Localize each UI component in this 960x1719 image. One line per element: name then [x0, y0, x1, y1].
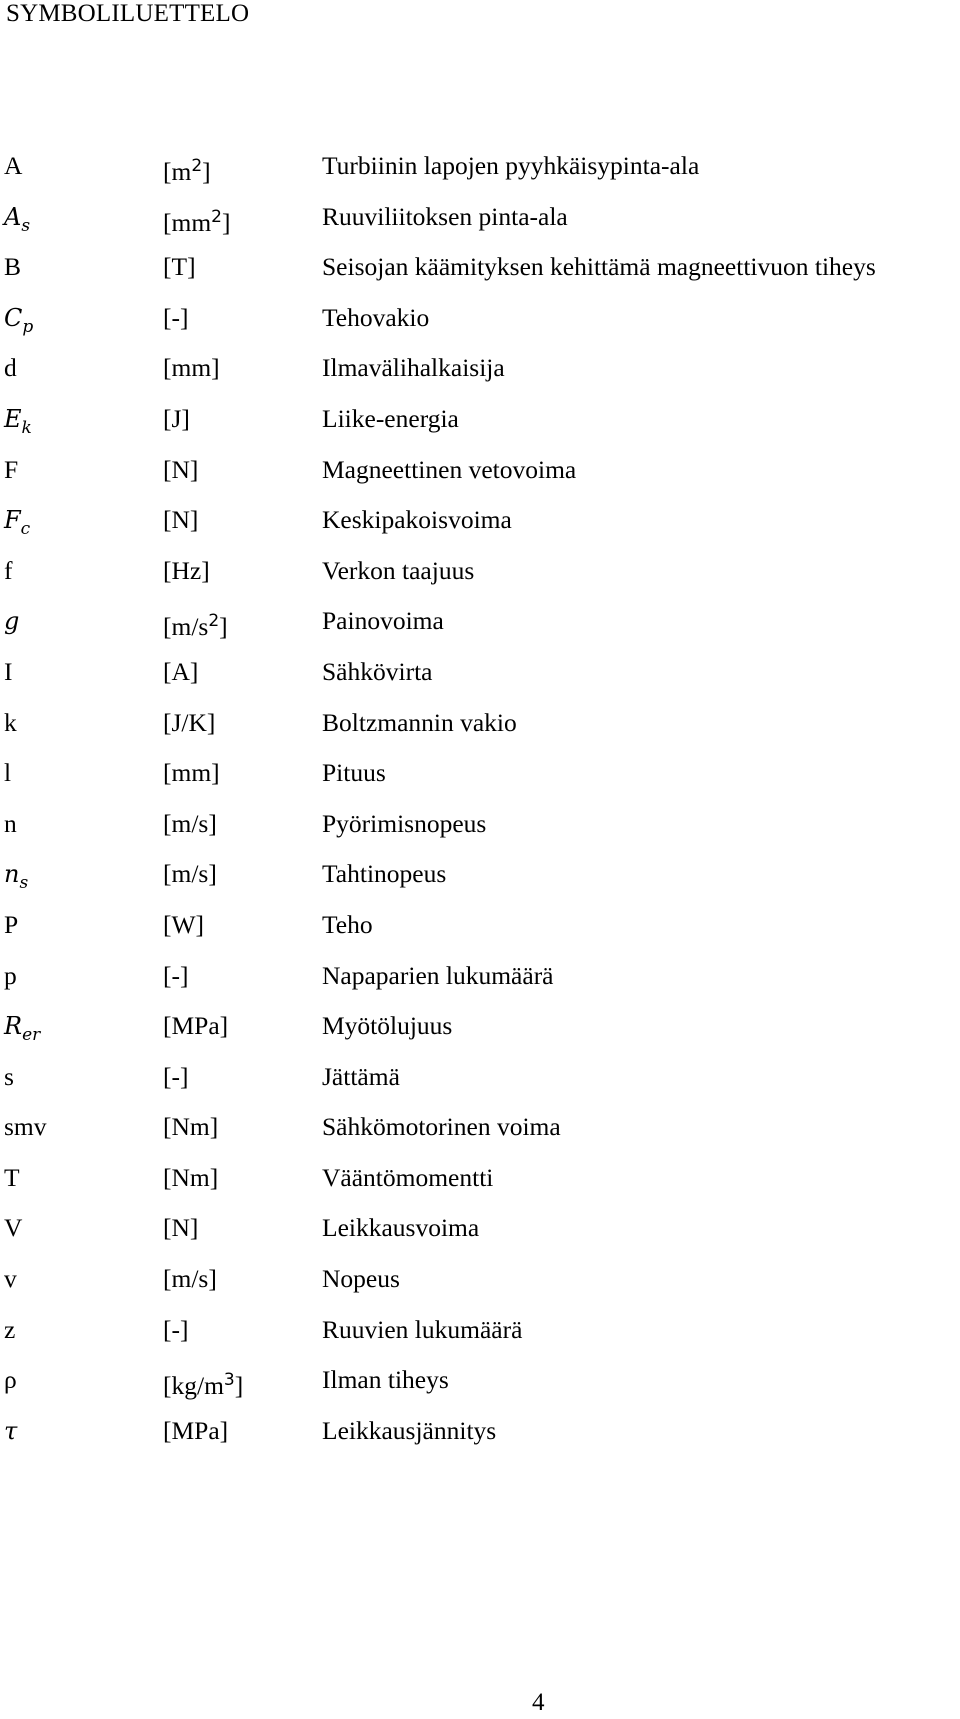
symbol-description: Ilman tiheys: [322, 1365, 449, 1395]
symbol-row: [0, 348, 960, 399]
symbol-description: Pituus: [322, 758, 386, 788]
symbol-base: A: [4, 151, 23, 180]
symbol-unit: [163, 854, 217, 894]
symbol-row: [0, 905, 960, 956]
symbol-row: [0, 500, 960, 551]
symbol-row: [0, 146, 960, 197]
symbol-row: [0, 1411, 960, 1462]
symbol-list: [0, 146, 960, 1461]
unit-text: [T]: [163, 252, 196, 282]
symbol-row: [0, 703, 960, 754]
symbol-description: Jättämä: [322, 1061, 400, 1091]
unit-text: [Hz]: [163, 555, 210, 585]
unit-text: [-]: [163, 1314, 189, 1344]
unit-exponent: 2: [211, 206, 222, 227]
symbol-base: s: [4, 1061, 14, 1091]
symbol-base: V: [4, 1213, 23, 1243]
unit-text: [m/s]: [163, 808, 217, 838]
symbol-description: Turbiinin lapojen pyyhkäisypinta-ala: [322, 151, 700, 180]
symbol-base: ρ: [4, 1365, 17, 1395]
symbol-description: Liike-energia: [322, 403, 459, 433]
symbol-row: [0, 197, 960, 248]
symbol-unit: [163, 1259, 217, 1299]
symbol-base: R: [4, 1012, 23, 1041]
symbol-base: z: [4, 1314, 16, 1344]
symbol-description: Leikkausjännitys: [322, 1415, 497, 1445]
symbol-base: B: [4, 252, 22, 282]
symbol-description: Napaparien lukumäärä: [322, 960, 554, 990]
symbol-unit: [163, 1006, 228, 1046]
unit-exponent: 2: [208, 611, 220, 632]
symbol-row: [0, 1107, 960, 1158]
symbol-unit: [163, 1310, 188, 1350]
symbol-base: P: [4, 909, 19, 939]
unit-text: [mm]: [163, 758, 220, 788]
symbol-subscript: c: [20, 519, 31, 540]
symbol-name: [4, 1360, 17, 1400]
symbol-description: Tahtinopeus: [322, 859, 447, 889]
symbol-name: [4, 1057, 14, 1097]
unit-text: [N]: [163, 454, 199, 484]
symbol-row: [0, 652, 960, 703]
unit-exponent: 3: [223, 1370, 235, 1391]
symbol-unit: [163, 551, 210, 591]
symbol-unit: [163, 905, 204, 945]
symbol-unit: [163, 601, 228, 647]
symbol-base: v: [4, 1264, 17, 1294]
symbol-unit: [163, 753, 220, 793]
symbol-name: [4, 500, 30, 549]
symbol-description: Magneettinen vetovoima: [322, 454, 577, 484]
symbol-row: [0, 804, 960, 855]
symbol-name: [4, 1259, 17, 1299]
symbol-base: l: [4, 758, 12, 788]
symbol-row: [0, 551, 960, 602]
symbol-description: Myötölujuus: [322, 1011, 453, 1041]
symbol-subscript: s: [19, 873, 29, 894]
symbol-name: [4, 450, 18, 490]
symbol-name: [4, 197, 30, 246]
symbol-row: [0, 1208, 960, 1259]
symbol-base: g: [4, 607, 20, 636]
unit-text: [m/s]: [163, 1264, 217, 1294]
symbol-unit: [163, 804, 217, 844]
symbol-base: E: [4, 404, 22, 433]
symbol-row: [0, 1259, 960, 1310]
symbol-base: A: [4, 202, 22, 231]
symbol-base: F: [4, 506, 21, 535]
symbol-subscript: s: [21, 215, 31, 236]
symbol-unit: [163, 247, 196, 287]
symbol-unit: [163, 146, 211, 192]
symbol-row: [0, 1158, 960, 1209]
symbol-unit: [163, 348, 220, 388]
symbol-name: [4, 905, 18, 945]
symbol-name: [4, 348, 17, 388]
unit-text: [m/s: [163, 612, 209, 642]
symbol-description: Verkon taajuus: [322, 555, 475, 585]
unit-text: [A]: [163, 656, 199, 686]
unit-text: [MPa]: [163, 1415, 229, 1445]
symbol-description: Sähkömotorinen voima: [322, 1112, 561, 1142]
page-title: SYMBOLILUETTELO: [6, 0, 250, 27]
symbol-base: F: [4, 454, 19, 484]
symbol-name: [4, 146, 22, 186]
symbol-row: [0, 1006, 960, 1057]
symbol-row: [0, 450, 960, 501]
unit-exponent: 2: [191, 156, 203, 176]
symbol-unit: [163, 399, 190, 439]
unit-text: [mm]: [163, 353, 220, 383]
symbol-name: [4, 956, 17, 996]
symbol-unit: [163, 1158, 218, 1198]
unit-text: [N]: [163, 505, 199, 535]
symbol-base: n: [4, 808, 17, 838]
symbol-unit: [163, 1360, 243, 1406]
symbol-description: Pyörimisnopeus: [322, 808, 487, 838]
unit-text: [-]: [163, 960, 189, 990]
unit-text: [m/s]: [163, 859, 217, 889]
symbol-name: [4, 804, 17, 844]
unit-text: [W]: [163, 909, 205, 939]
symbol-base: f: [4, 555, 13, 585]
unit-text: [MPa]: [163, 1011, 229, 1041]
symbol-base: n: [4, 860, 20, 889]
symbol-description: Leikkausvoima: [322, 1213, 480, 1243]
symbol-description: Ruuvien lukumäärä: [322, 1314, 523, 1344]
symbol-name: [4, 298, 33, 347]
symbol-name: [4, 1107, 47, 1147]
symbol-row: [0, 1310, 960, 1361]
symbol-name: [4, 601, 19, 641]
symbol-row: [0, 399, 960, 450]
symbol-name: [4, 1006, 40, 1055]
symbol-description: Ruuviliitoksen pinta-ala: [322, 201, 568, 231]
symbol-subscript: p: [22, 316, 34, 337]
unit-close: ]: [202, 157, 211, 186]
symbol-description: Teho: [322, 909, 373, 939]
symbol-unit: [163, 1208, 198, 1248]
symbol-row: [0, 753, 960, 804]
unit-text: [J]: [163, 403, 190, 433]
unit-text: [-]: [163, 302, 189, 332]
symbol-unit: [163, 450, 198, 490]
page-number: 4: [532, 1689, 545, 1716]
symbol-base: k: [4, 707, 17, 737]
symbol-base: τ: [4, 1416, 18, 1445]
symbol-description: Painovoima: [322, 606, 444, 636]
symbol-row: [0, 298, 960, 349]
symbol-name: [4, 703, 17, 743]
symbol-row: [0, 1057, 960, 1108]
symbol-name: [4, 247, 21, 287]
unit-close: ]: [219, 612, 228, 642]
symbol-description: Vääntömomentti: [322, 1162, 494, 1192]
symbol-row: [0, 601, 960, 652]
symbol-base: d: [4, 353, 17, 383]
symbol-name: [4, 652, 13, 692]
symbol-description: Nopeus: [322, 1264, 400, 1294]
symbol-name: [4, 399, 32, 448]
unit-text: [Nm]: [163, 1162, 219, 1192]
symbol-name: [4, 1411, 17, 1451]
symbol-description: Tehovakio: [322, 302, 430, 332]
symbol-subscript: k: [21, 417, 32, 438]
symbol-base: C: [4, 303, 23, 332]
unit-text: [m: [163, 157, 192, 186]
symbol-unit: [163, 1411, 228, 1451]
symbol-unit: [163, 1057, 188, 1097]
symbol-name: [4, 551, 13, 591]
symbol-description: Seisojan käämityksen kehittämä magneettivuon tiheys: [322, 252, 876, 282]
symbol-description: Boltzmannin vakio: [322, 707, 517, 737]
symbol-description: Sähkövirta: [322, 656, 433, 686]
symbol-name: [4, 1310, 15, 1350]
symbol-unit: [163, 1107, 218, 1147]
symbol-base: p: [4, 960, 17, 990]
symbol-row: [0, 247, 960, 298]
unit-text: [kg/m: [163, 1371, 224, 1401]
symbol-row: [0, 956, 960, 1007]
symbol-subscript: er: [22, 1025, 41, 1046]
symbol-unit: [163, 703, 215, 743]
symbol-name: [4, 1208, 22, 1248]
symbol-description: Keskipakoisvoima: [322, 505, 512, 535]
symbol-name: [4, 854, 28, 903]
symbol-name: [4, 1158, 20, 1198]
unit-text: [-]: [163, 1061, 189, 1091]
symbol-unit: [163, 956, 188, 996]
unit-text: [mm: [163, 207, 212, 237]
unit-close: ]: [222, 207, 231, 237]
unit-text: [N]: [163, 1213, 199, 1243]
unit-text: [Nm]: [163, 1112, 219, 1142]
symbol-unit: [163, 652, 198, 692]
symbol-row: [0, 1360, 960, 1411]
symbol-base: smv: [4, 1112, 47, 1142]
symbol-base: I: [4, 656, 13, 686]
symbol-name: [4, 753, 11, 793]
unit-close: ]: [234, 1371, 244, 1401]
symbol-unit: [163, 298, 188, 338]
symbol-base: T: [4, 1162, 20, 1192]
symbol-unit: [163, 197, 231, 243]
symbol-unit: [163, 500, 198, 540]
symbol-row: [0, 854, 960, 905]
unit-text: [J/K]: [163, 707, 216, 737]
symbol-description: Ilmavälihalkaisija: [322, 353, 505, 383]
